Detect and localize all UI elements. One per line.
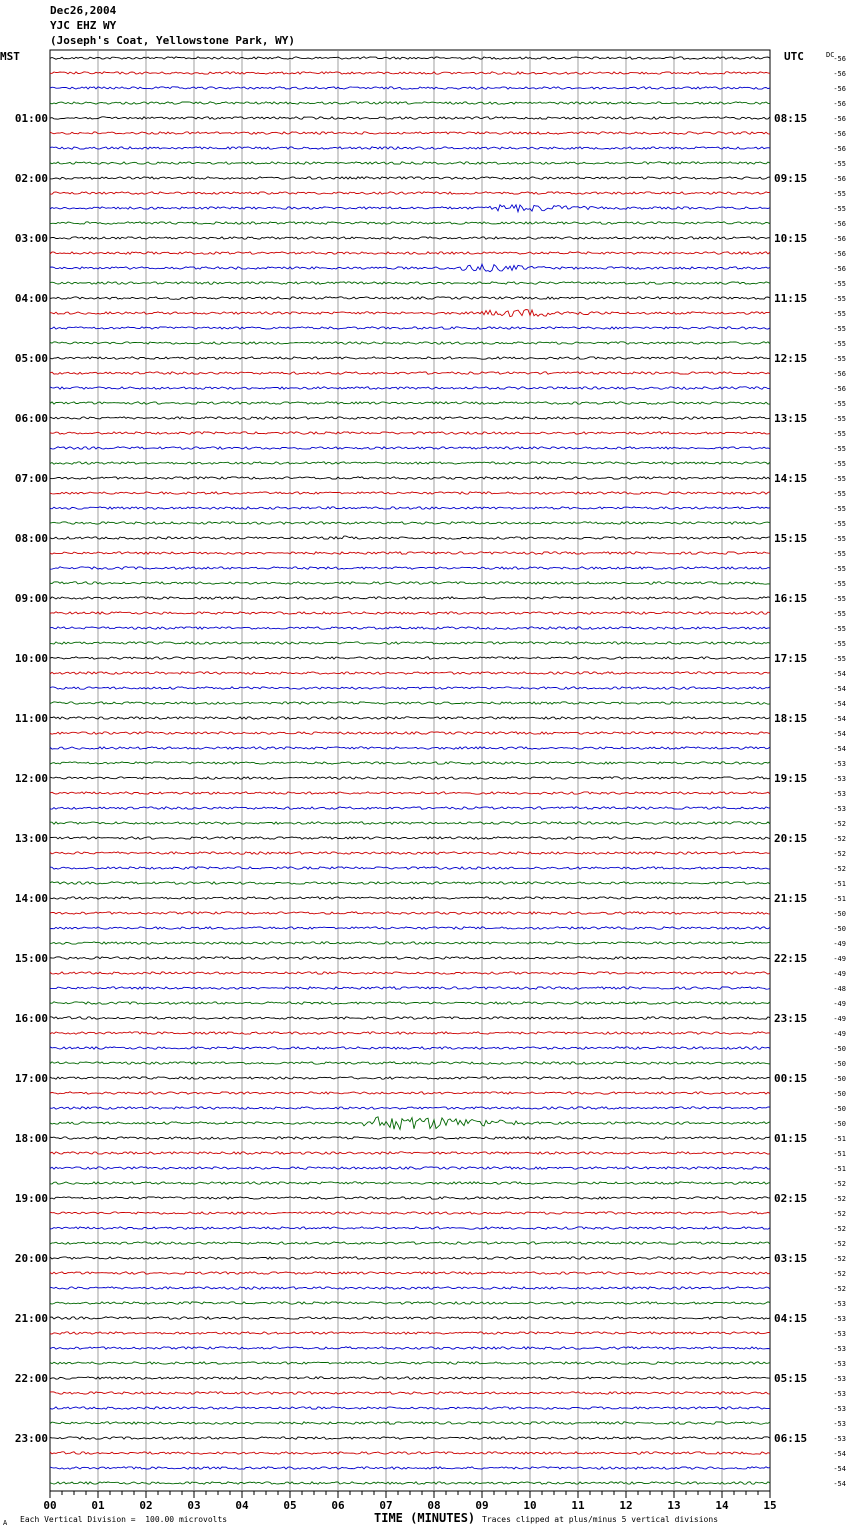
dc-offset-label: -55 — [833, 625, 846, 633]
dc-offset-label: -50 — [833, 1090, 846, 1098]
dc-offset-label: -56 — [833, 55, 846, 63]
trace-line — [50, 582, 770, 584]
trace-line — [50, 117, 770, 119]
trace-line — [50, 957, 770, 959]
trace-line — [50, 252, 770, 254]
trace-line — [50, 1077, 770, 1079]
trace-line — [50, 192, 770, 194]
trace-line — [50, 237, 770, 239]
trace-line — [50, 1032, 770, 1034]
dc-offset-label: -52 — [833, 1255, 846, 1263]
mst-hour-label: 13:00 — [14, 832, 48, 845]
dc-offset-label: -54 — [833, 745, 846, 753]
dc-offset-label: -55 — [833, 400, 846, 408]
dc-offset-label: -55 — [833, 640, 846, 648]
dc-offset-label: -55 — [833, 205, 846, 213]
dc-offset-label: -52 — [833, 820, 846, 828]
utc-hour-label: 21:15 — [774, 892, 808, 905]
dc-offset-label: -53 — [833, 1435, 846, 1443]
utc-hour-label: 14:15 — [774, 472, 808, 485]
utc-hour-label: 02:15 — [774, 1192, 808, 1205]
dc-offset-label: -56 — [833, 85, 846, 93]
trace-line — [50, 1407, 770, 1409]
trace-line — [50, 1117, 770, 1130]
trace-line — [50, 357, 770, 359]
utc-hour-label: 06:15 — [774, 1432, 808, 1445]
trace-line — [50, 102, 770, 104]
dc-offset-label: -55 — [833, 520, 846, 528]
trace-line — [50, 1332, 770, 1334]
dc-offset-label: -55 — [833, 505, 846, 513]
dc-offset-label: -54 — [833, 730, 846, 738]
trace-line — [50, 536, 770, 539]
dc-offset-label: -54 — [833, 685, 846, 693]
x-tick-label: 01 — [91, 1499, 105, 1512]
trace-line — [50, 1092, 770, 1094]
location-label: (Joseph's Coat, Yellowstone Park, WY) — [50, 34, 296, 47]
mst-hour-label: 07:00 — [14, 472, 48, 485]
mst-hour-label: 19:00 — [14, 1192, 48, 1205]
dc-offset-label: -51 — [833, 1150, 846, 1158]
trace-line — [50, 1377, 770, 1379]
dc-offset-label: -50 — [833, 1045, 846, 1053]
x-tick-label: 07 — [379, 1499, 393, 1512]
dc-offset-label: -56 — [833, 265, 846, 273]
dc-offset-label: -53 — [833, 1375, 846, 1383]
dc-offset-label: -54 — [833, 715, 846, 723]
dc-offset-label: -50 — [833, 1105, 846, 1113]
utc-hour-label: 12:15 — [774, 352, 808, 365]
trace-line — [50, 597, 770, 599]
date-label: Dec26,2004 — [50, 4, 117, 17]
trace-line — [50, 297, 770, 300]
trace-line — [50, 1212, 770, 1214]
dc-offset-label: -51 — [833, 880, 846, 888]
dc-offset-label: -49 — [833, 1000, 846, 1008]
trace-line — [50, 792, 770, 794]
trace-line — [50, 867, 770, 869]
trace-line — [50, 1287, 770, 1289]
utc-hour-label: 15:15 — [774, 532, 808, 545]
dc-offset-label: -55 — [833, 460, 846, 468]
dc-offset-label: -49 — [833, 955, 846, 963]
utc-hour-label: 23:15 — [774, 1012, 808, 1025]
dc-offset-label: -55 — [833, 355, 846, 363]
dc-offset-label: -55 — [833, 445, 846, 453]
dc-offset-label: -52 — [833, 1180, 846, 1188]
dc-offset-label: -52 — [833, 865, 846, 873]
dc-offset-label: -56 — [833, 370, 846, 378]
trace-line — [50, 507, 770, 509]
dc-offset-label: -56 — [833, 175, 846, 183]
trace-line — [50, 1422, 770, 1424]
mst-hour-label: 08:00 — [14, 532, 48, 545]
dc-offset-label: -52 — [833, 835, 846, 843]
dc-offset-label: -50 — [833, 910, 846, 918]
mst-hour-label: 22:00 — [14, 1372, 48, 1385]
trace-line — [50, 972, 770, 974]
mst-hour-label: 05:00 — [14, 352, 48, 365]
x-tick-label: 10 — [523, 1499, 537, 1512]
trace-line — [50, 837, 770, 839]
trace-line — [50, 205, 770, 212]
trace-line — [50, 567, 770, 570]
trace-line — [50, 1257, 770, 1259]
dc-offset-label: -52 — [833, 850, 846, 858]
dc-offset-label: -55 — [833, 535, 846, 543]
dc-offset-label: -55 — [833, 430, 846, 438]
utc-hour-label: 17:15 — [774, 652, 808, 665]
trace-line — [50, 987, 770, 989]
dc-offset-label: -55 — [833, 160, 846, 168]
mst-hour-label: 04:00 — [14, 292, 48, 305]
utc-hour-label: 22:15 — [774, 952, 808, 965]
mst-hour-label: 21:00 — [14, 1312, 48, 1325]
x-tick-label: 02 — [139, 1499, 153, 1512]
trace-line — [50, 1272, 770, 1274]
trace-line — [50, 1482, 770, 1484]
trace-line — [50, 87, 770, 89]
trace-line — [50, 1227, 770, 1229]
dc-offset-label: -55 — [833, 280, 846, 288]
dc-offset-label: -52 — [833, 1285, 846, 1293]
dc-offset-label: -53 — [833, 1420, 846, 1428]
trace-line — [50, 1467, 770, 1469]
dc-offset-label: -55 — [833, 310, 846, 318]
mst-hour-label: 18:00 — [14, 1132, 48, 1145]
dc-offset-label: -51 — [833, 1165, 846, 1173]
mst-hour-label: 14:00 — [14, 892, 48, 905]
x-tick-label: 04 — [235, 1499, 249, 1512]
x-tick-label: 15 — [763, 1499, 777, 1512]
x-tick-label: 12 — [619, 1499, 633, 1512]
dc-offset-label: -51 — [833, 895, 846, 903]
trace-line — [50, 147, 770, 149]
trace-line — [50, 222, 770, 224]
trace-line — [50, 912, 770, 914]
trace-line — [50, 462, 770, 464]
mst-hour-label: 02:00 — [14, 172, 48, 185]
dc-offset-label: -50 — [833, 1120, 846, 1128]
trace-line — [50, 1047, 770, 1049]
dc-offset-label: -55 — [833, 295, 846, 303]
trace-line — [50, 627, 770, 629]
trace-line — [50, 1002, 770, 1004]
trace-line — [50, 1197, 770, 1199]
trace-line — [50, 372, 770, 374]
dc-offset-label: -55 — [833, 490, 846, 498]
trace-line — [50, 672, 770, 674]
dc-offset-label: -55 — [833, 610, 846, 618]
dc-offset-label: -53 — [833, 1345, 846, 1353]
trace-line — [50, 1437, 770, 1439]
dc-offset-label: -56 — [833, 70, 846, 78]
x-tick-label: 00 — [43, 1499, 57, 1512]
trace-line — [50, 1347, 770, 1349]
x-tick-label: 09 — [475, 1499, 489, 1512]
dc-offset-label: -56 — [833, 385, 846, 393]
x-tick-label: 06 — [331, 1499, 345, 1512]
dc-offset-label: -50 — [833, 925, 846, 933]
dc-offset-label: -56 — [833, 250, 846, 258]
utc-hour-label: 03:15 — [774, 1252, 808, 1265]
trace-line — [50, 1317, 770, 1319]
trace-line — [50, 942, 770, 944]
dc-offset-label: -50 — [833, 1060, 846, 1068]
utc-hour-label: 13:15 — [774, 412, 808, 425]
trace-line — [50, 1152, 770, 1154]
trace-line — [50, 522, 770, 524]
utc-hour-label: 20:15 — [774, 832, 808, 845]
dc-offset-label: -54 — [833, 700, 846, 708]
dc-offset-label: -54 — [833, 1480, 846, 1488]
trace-line — [50, 1242, 770, 1244]
scale-note: Each Vertical Division = 100.00 microvolts — [20, 1515, 228, 1524]
mst-hour-label: 23:00 — [14, 1432, 48, 1445]
trace-line — [50, 1167, 770, 1169]
x-tick-label: 05 — [283, 1499, 297, 1512]
dc-offset-label: -52 — [833, 1210, 846, 1218]
trace-line — [50, 852, 770, 854]
dc-offset-label: -55 — [833, 415, 846, 423]
dc-offset-label: -50 — [833, 1075, 846, 1083]
trace-line — [50, 747, 770, 749]
dc-offset-label: -49 — [833, 1030, 846, 1038]
dc-offset-label: -52 — [833, 1240, 846, 1248]
trace-line — [50, 387, 770, 389]
utc-hour-label: 05:15 — [774, 1372, 808, 1385]
mst-hour-label: 20:00 — [14, 1252, 48, 1265]
mst-hour-label: 06:00 — [14, 412, 48, 425]
trace-line — [50, 1017, 770, 1019]
trace-line — [50, 807, 770, 809]
dc-offset-label: -56 — [833, 115, 846, 123]
x-tick-label: 11 — [571, 1499, 585, 1512]
trace-line — [50, 1182, 770, 1184]
utc-hour-label: 16:15 — [774, 592, 808, 605]
dc-offset-label: -51 — [833, 1135, 846, 1143]
mst-hour-label: 17:00 — [14, 1072, 48, 1085]
dc-offset-label: -49 — [833, 940, 846, 948]
clip-note: Traces clipped at plus/minus 5 vertical divisions — [482, 1515, 719, 1524]
trace-line — [50, 732, 770, 734]
dc-offset-label: -56 — [833, 100, 846, 108]
trace-line — [50, 1137, 770, 1140]
mst-hour-label: 10:00 — [14, 652, 48, 665]
dc-offset-label: -53 — [833, 805, 846, 813]
x-axis-label: TIME (MINUTES) — [374, 1511, 476, 1525]
dc-offset-label: -55 — [833, 325, 846, 333]
utc-hour-label: 00:15 — [774, 1072, 808, 1085]
trace-line — [50, 687, 770, 689]
trace-line — [50, 477, 770, 479]
trace-line — [50, 162, 770, 164]
dc-header-label: DC — [826, 51, 835, 59]
dc-offset-label: -53 — [833, 1405, 846, 1413]
mst-hour-label: 12:00 — [14, 772, 48, 785]
dc-offset-label: -55 — [833, 595, 846, 603]
trace-line — [50, 1302, 770, 1304]
trace-line — [50, 72, 770, 74]
trace-line — [50, 927, 770, 929]
mst-hour-label: 16:00 — [14, 1012, 48, 1025]
trace-line — [50, 552, 770, 554]
trace-line — [50, 342, 770, 344]
dc-offset-label: -55 — [833, 655, 846, 663]
mst-hour-label: 11:00 — [14, 712, 48, 725]
dc-offset-label: -48 — [833, 985, 846, 993]
mst-hour-label: 03:00 — [14, 232, 48, 245]
trace-line — [50, 642, 770, 644]
trace-line — [50, 492, 770, 494]
dc-offset-label: -56 — [833, 220, 846, 228]
dc-offset-label: -54 — [833, 1465, 846, 1473]
x-tick-label: 03 — [187, 1499, 201, 1512]
trace-line — [50, 897, 770, 899]
dc-offset-label: -54 — [833, 1450, 846, 1458]
station-label: YJC EHZ WY — [50, 19, 117, 32]
trace-line — [50, 1062, 770, 1064]
utc-hour-label: 01:15 — [774, 1132, 808, 1145]
trace-line — [50, 717, 770, 719]
trace-line — [50, 612, 770, 614]
dc-offset-label: -53 — [833, 1300, 846, 1308]
trace-line — [50, 417, 770, 419]
x-tick-label: 08 — [427, 1499, 441, 1512]
dc-offset-label: -55 — [833, 475, 846, 483]
trace-line — [50, 882, 770, 884]
utc-hour-label: 09:15 — [774, 172, 808, 185]
mst-hour-label: 09:00 — [14, 592, 48, 605]
utc-hour-label: 10:15 — [774, 232, 808, 245]
dc-offset-label: -49 — [833, 1015, 846, 1023]
trace-line — [50, 327, 770, 329]
dc-offset-label: -53 — [833, 790, 846, 798]
trace-line — [50, 282, 770, 284]
trace-line — [50, 822, 770, 824]
dc-offset-label: -56 — [833, 235, 846, 243]
dc-offset-label: -53 — [833, 1330, 846, 1338]
utc-hour-label: 18:15 — [774, 712, 808, 725]
dc-offset-label: -55 — [833, 550, 846, 558]
dc-offset-label: -53 — [833, 760, 846, 768]
trace-line — [50, 1452, 770, 1454]
utc-axis-label: UTC — [784, 50, 804, 63]
dc-offset-label: -56 — [833, 145, 846, 153]
dc-offset-label: -53 — [833, 775, 846, 783]
dc-offset-label: -52 — [833, 1270, 846, 1278]
trace-line — [50, 1107, 770, 1109]
trace-line — [50, 1362, 770, 1364]
dc-offset-label: -55 — [833, 580, 846, 588]
dc-offset-label: -52 — [833, 1225, 846, 1233]
utc-hour-label: 19:15 — [774, 772, 808, 785]
utc-hour-label: 11:15 — [774, 292, 808, 305]
dc-offset-label: -53 — [833, 1390, 846, 1398]
dc-offset-label: -52 — [833, 1195, 846, 1203]
trace-line — [50, 447, 770, 449]
trace-line — [50, 402, 770, 404]
x-tick-label: 13 — [667, 1499, 681, 1512]
dc-offset-label: -56 — [833, 130, 846, 138]
utc-hour-label: 08:15 — [774, 112, 808, 125]
dc-offset-label: -53 — [833, 1360, 846, 1368]
x-tick-label: 14 — [715, 1499, 729, 1512]
corner-mark: A — [3, 1519, 8, 1527]
trace-line — [50, 777, 770, 779]
trace-line — [50, 177, 770, 179]
dc-offset-label: -55 — [833, 565, 846, 573]
mst-hour-label: 01:00 — [14, 112, 48, 125]
dc-offset-label: -49 — [833, 970, 846, 978]
dc-offset-label: -55 — [833, 190, 846, 198]
trace-line — [50, 310, 770, 317]
utc-hour-label: 04:15 — [774, 1312, 808, 1325]
trace-line — [50, 702, 770, 704]
trace-line — [50, 432, 770, 434]
trace-line — [50, 264, 770, 272]
trace-line — [50, 1392, 770, 1394]
plot-frame — [50, 50, 770, 1491]
trace-line — [50, 657, 770, 659]
dc-offset-label: -55 — [833, 340, 846, 348]
mst-hour-label: 15:00 — [14, 952, 48, 965]
trace-line — [50, 132, 770, 134]
dc-offset-label: -53 — [833, 1315, 846, 1323]
trace-line — [50, 762, 770, 764]
mst-axis-label: MST — [0, 50, 20, 63]
dc-offset-label: -54 — [833, 670, 846, 678]
trace-line — [50, 57, 770, 59]
